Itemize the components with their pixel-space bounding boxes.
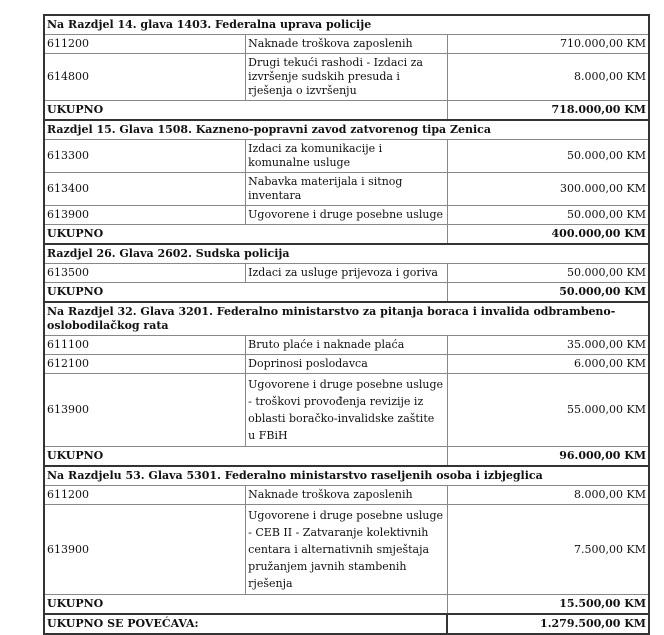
- section-total-row: [44, 101, 649, 121]
- account-code: 613400: [44, 173, 246, 206]
- account-code: 613900: [44, 206, 246, 225]
- section-heading-row: [44, 466, 649, 486]
- section-heading-row: [44, 15, 649, 35]
- account-code: 614800: [44, 54, 246, 101]
- section-total-row: [44, 447, 649, 467]
- item-amount: 7.500,00 KM: [447, 505, 649, 595]
- table-row: [44, 264, 649, 283]
- grand-total-row: [44, 614, 649, 634]
- item-description: Bruto plaće i naknade plaća: [246, 336, 448, 355]
- item-description: Naknade troškova zaposlenih: [246, 35, 448, 54]
- grand-total-label: UKUPNO SE POVEĆAVA:: [44, 614, 447, 634]
- table-row: [44, 35, 649, 54]
- section-heading-row: [44, 244, 649, 264]
- table-row: [44, 140, 649, 173]
- table-row: [44, 486, 649, 505]
- item-description: Ugovorene i druge posebne usluge: [246, 206, 448, 225]
- item-description: Ugovorene i druge posebne usluge - troškovi provođenja revizije iz oblasti boračko-invalidske zaštite u FBiH: [246, 374, 448, 447]
- account-code: 613900: [44, 374, 246, 447]
- account-code: 612100: [44, 355, 246, 374]
- account-code: 611200: [44, 35, 246, 54]
- account-code: 613900: [44, 505, 246, 595]
- table-row: [44, 355, 649, 374]
- item-description: Drugi tekući rashodi - Izdaci za izvršenje sudskih presuda i rješenja o izvršenju: [246, 54, 448, 101]
- item-amount: 710.000,00 KM: [447, 35, 649, 54]
- account-code: 611100: [44, 336, 246, 355]
- item-amount: 300.000,00 KM: [447, 173, 649, 206]
- budget-table: [43, 14, 650, 635]
- table-row: [44, 374, 649, 447]
- table-row: [44, 206, 649, 225]
- item-description: Ugovorene i druge posebne usluge - CEB II - Zatvaranje kolektivnih centara i alternativnih smještaja pružanjem javnih stambenih rješenja: [246, 505, 448, 595]
- section-heading-row: [44, 120, 649, 140]
- table-row: [44, 54, 649, 101]
- item-description: Doprinosi poslodavca: [246, 355, 448, 374]
- section-total-amount: 50.000,00 KM: [447, 283, 649, 303]
- item-amount: 50.000,00 KM: [447, 140, 649, 173]
- item-amount: 8.000,00 KM: [447, 486, 649, 505]
- section-total-row: [44, 283, 649, 303]
- section-total-label: UKUPNO: [44, 447, 447, 467]
- item-description: Nabavka materijala i sitnog inventara: [246, 173, 448, 206]
- item-description: Izdaci za komunikacije i komunalne usluge: [246, 140, 448, 173]
- item-description: Naknade troškova zaposlenih: [246, 486, 448, 505]
- section-total-amount: 96.000,00 KM: [447, 447, 649, 467]
- section-heading: Razdjel 26. Glava 2602. Sudska policija: [44, 244, 649, 264]
- item-amount: 55.000,00 KM: [447, 374, 649, 447]
- section-heading-row: [44, 302, 649, 336]
- section-heading: Na Razdjel 14. glava 1403. Federalna uprava policije: [44, 15, 649, 35]
- section-heading: Na Razdjel 32. Glava 3201. Federalno ministarstvo za pitanja boraca i invalida odbrambeno-oslobodilačkog rata: [44, 302, 649, 336]
- item-amount: 6.000,00 KM: [447, 355, 649, 374]
- account-code: 611200: [44, 486, 246, 505]
- section-heading: Razdjel 15. Glava 1508. Kazneno-popravni zavod zatvorenog tipa Zenica: [44, 120, 649, 140]
- section-total-amount: 400.000,00 KM: [447, 225, 649, 245]
- item-amount: 50.000,00 KM: [447, 264, 649, 283]
- section-heading: Na Razdjelu 53. Glava 5301. Federalno ministarstvo raseljenih osoba i izbjeglica: [44, 466, 649, 486]
- account-code: 613300: [44, 140, 246, 173]
- table-row: [44, 173, 649, 206]
- item-description: Izdaci za usluge prijevoza i goriva: [246, 264, 448, 283]
- section-total-amount: 15.500,00 KM: [447, 595, 649, 615]
- section-total-label: UKUPNO: [44, 225, 447, 245]
- item-amount: 8.000,00 KM: [447, 54, 649, 101]
- grand-total-amount: 1.279.500,00 KM: [447, 614, 649, 634]
- account-code: 613500: [44, 264, 246, 283]
- section-total-label: UKUPNO: [44, 595, 447, 615]
- section-total-row: [44, 225, 649, 245]
- table-row: [44, 336, 649, 355]
- section-total-amount: 718.000,00 KM: [447, 101, 649, 121]
- table-row: [44, 505, 649, 595]
- section-total-label: UKUPNO: [44, 283, 447, 303]
- item-amount: 35.000,00 KM: [447, 336, 649, 355]
- section-total-label: UKUPNO: [44, 101, 447, 121]
- section-total-row: [44, 595, 649, 615]
- item-amount: 50.000,00 KM: [447, 206, 649, 225]
